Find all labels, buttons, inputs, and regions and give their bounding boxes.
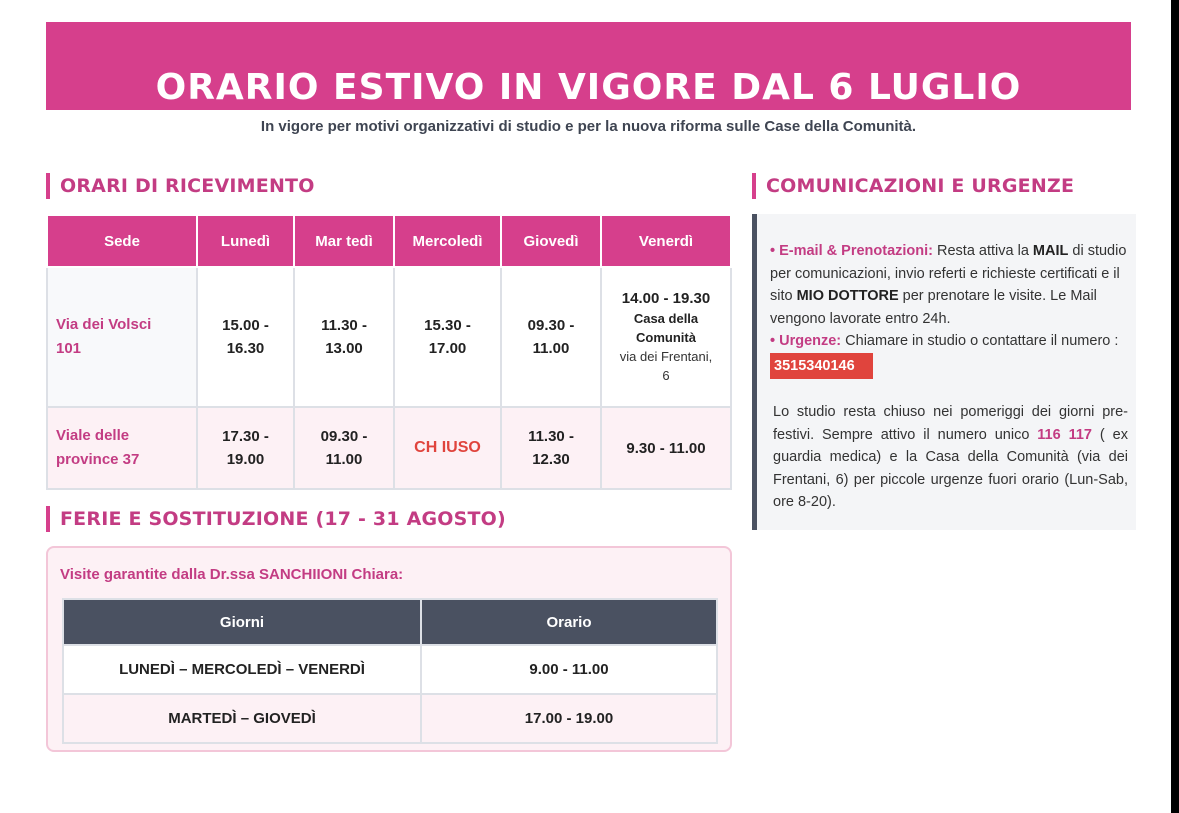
time-cell-giovedi — [501, 267, 601, 407]
ferie-table — [62, 598, 718, 744]
time-end: 12.30 — [532, 451, 570, 468]
ferie-label: Visite garantite dalla Dr.ssa SANCHIIONI Chiara: — [60, 566, 404, 583]
section-title-comunicazioni: COMUNICAZIONI E URGENZE — [752, 173, 1074, 199]
time-start: 09.30 - — [320, 428, 368, 445]
time-start: 15.30 - — [424, 317, 471, 334]
urgenze-label: • Urgenze: — [770, 333, 842, 349]
table-row — [47, 407, 731, 489]
page-subtitle: In vigore per motivi organizzativi di studio e per la nuova riforma sulle Case della Comunità. — [260, 118, 917, 135]
time-end: 19.00 — [226, 451, 265, 468]
closure-text-part: ( ex guardia medica) e la Casa della Comunità (via dei Frentani, 6) per piccole urgenze fuori orario (Lun-Sab, ore 8-20). — [773, 426, 1128, 510]
time-start: 17.30 - — [222, 428, 269, 445]
time-start: 11.30 - — [321, 317, 367, 334]
col-header-giorni: Giorni — [63, 599, 421, 645]
ferie-header-row — [63, 599, 717, 645]
orario-cell: 9.00 - 11.00 — [421, 645, 717, 694]
time-cell-lunedi — [197, 267, 294, 407]
comunicazioni-box — [752, 214, 1136, 530]
comunicazioni-text — [770, 240, 1128, 379]
ferie-box — [46, 546, 732, 752]
emergency-number[interactable]: 116 117 — [1037, 426, 1092, 443]
time-cell-mercoledi — [394, 267, 501, 407]
email-mail: MAIL — [1032, 243, 1069, 259]
table-row — [63, 694, 717, 743]
col-header-orario: Orario — [421, 599, 717, 645]
time-end: 13.00 — [325, 340, 363, 357]
schedule-table — [46, 214, 732, 490]
col-header-martedi: Mar tedì — [294, 215, 394, 267]
giorni-cell: MARTEDÌ – GIOVEDÌ — [63, 694, 421, 743]
time-end: 11.00 — [532, 340, 570, 357]
sede-line: 101 — [56, 340, 82, 357]
page-title: ORARIO ESTIVO IN VIGORE DAL 6 LUGLIO — [155, 67, 1022, 108]
email-label: • E-mail & Prenotazioni: — [770, 243, 933, 259]
closure-text — [773, 401, 1128, 514]
time-cell-venerdi: 9.30 - 11.00 — [601, 407, 731, 489]
time-cell-mercoledi — [394, 407, 501, 489]
col-header-mercoledi: Mercoledì — [394, 215, 501, 267]
col-header-giovedi: Giovedì — [501, 215, 601, 267]
closed-label: CH IUSO — [414, 439, 481, 456]
time-cell-venerdi — [601, 267, 731, 407]
closure-text-part: Lo studio resta chiuso nei pomeriggi dei giorni pre-festivi. Sempre attivo il numero unico — [773, 404, 1128, 443]
orario-cell: 17.00 - 19.00 — [421, 694, 717, 743]
sede-line: province 37 — [56, 451, 140, 468]
time-end: 17.00 — [428, 340, 467, 357]
sede-line: Via dei Volsci — [56, 316, 152, 333]
email-text: di studio per comunicazioni, invio referti e richieste certificati e il sito — [770, 243, 1127, 304]
time-cell-martedi — [294, 267, 394, 407]
venerdi-location: Comunità — [636, 330, 696, 345]
sede-line: Viale delle — [56, 427, 130, 444]
col-header-sede: Sede — [47, 215, 197, 267]
sede-cell — [47, 407, 197, 489]
urgenze-text: Chiamare in studio o contattare il numero : — [841, 333, 1119, 349]
table-row — [63, 645, 717, 694]
section-title-ricevimento: ORARI DI RICEVIMENTO — [46, 173, 315, 199]
time-end: 16.30 — [226, 340, 265, 357]
venerdi-address: via dei Frentani, — [619, 349, 713, 364]
col-header-venerdi: Venerdì — [601, 215, 731, 267]
col-header-lunedi: Lunedì — [197, 215, 294, 267]
venerdi-time: 14.00 - 19.30 — [621, 290, 711, 307]
time-start: 11.30 - — [528, 428, 574, 445]
email-text: per prenotare le visite. Le Mail vengono lavorate entro 24h. — [770, 288, 1097, 327]
phone-number[interactable]: 3515340146 — [770, 353, 873, 379]
sede-cell — [47, 267, 197, 407]
giorni-cell: LUNEDÌ – MERCOLEDÌ – VENERDÌ — [63, 645, 421, 694]
section-title-ferie: FERIE E SOSTITUZIONE (17 - 31 AGOSTO) — [46, 506, 506, 532]
email-site: MIO DOTTORE — [796, 288, 899, 304]
schedule-header-row — [47, 215, 731, 267]
time-cell-lunedi — [197, 407, 294, 489]
time-cell-giovedi — [501, 407, 601, 489]
venerdi-location: Casa della — [633, 311, 699, 326]
title-banner — [46, 22, 1131, 110]
table-row — [47, 267, 731, 407]
time-start: 09.30 - — [527, 317, 575, 334]
venerdi-address: 6 — [662, 368, 670, 383]
time-start: 15.00 - — [222, 317, 269, 334]
time-end: 11.00 — [325, 451, 363, 468]
email-text: Resta attiva la — [932, 243, 1033, 259]
time-cell-martedi — [294, 407, 394, 489]
